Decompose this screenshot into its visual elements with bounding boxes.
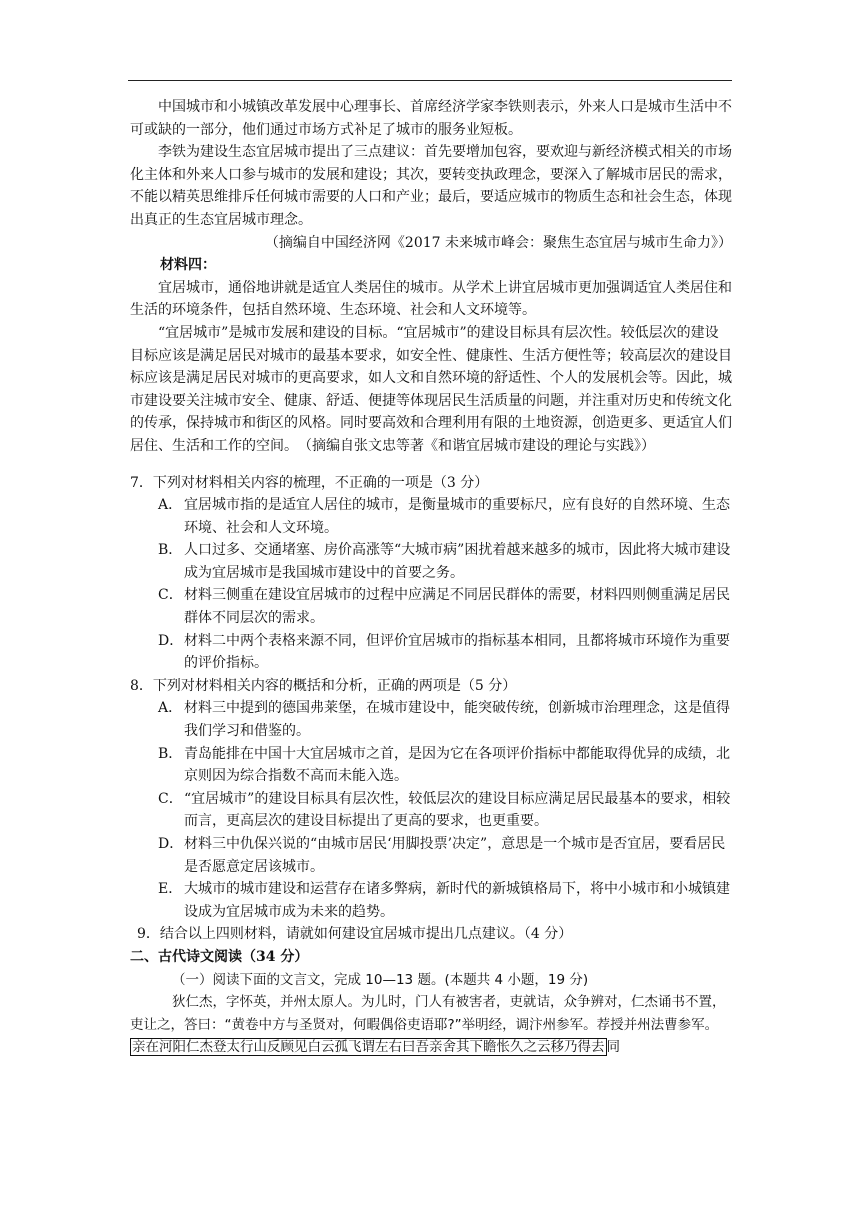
question-8-option-b	[130, 743, 732, 788]
question-7-option-b	[130, 539, 732, 584]
option-text: 材料三中仇保兴说的“由城市居民‘用脚投票’决定”，意思是一个城市是否宜居，要看居民是否愿意定居该城市。	[184, 836, 726, 875]
question-7-option-c	[130, 584, 732, 629]
option-key: B．	[158, 542, 183, 559]
header-rule	[128, 80, 732, 81]
option-text: 材料二中两个表格来源不同，但评价宜居城市的指标基本相同，且都将城市环境作为重要的评价指标。	[184, 632, 730, 672]
option-key: B．	[158, 745, 183, 762]
material-three-paragraph-2: 李铁为建设生态宜居城市提出了三点建议：首先要增加包容，要欢迎与新经济模式相关的市场化主体和外来人口参与城市的发展和建设；其次，要转变执政理念，要深入了解城市居民的需求，不能以精英思维排斥任何城市需要的人口和产业；最后，要适应城市的物质生态和社会生态，体现出真正的生态宜居城市理念。	[130, 144, 732, 228]
option-key: C．	[158, 790, 183, 807]
option-text: 材料三侧重在建设宜居城市的过程中应满足不同居民群体的需要，材料四则侧重满足居民群体不同层次的需求。	[184, 587, 730, 627]
question-8-option-d	[130, 833, 732, 878]
option-key: E．	[158, 881, 183, 898]
option-key: D．	[158, 632, 184, 649]
question-8	[130, 675, 732, 924]
question-7	[130, 472, 732, 675]
material-three-paragraph-1: 中国城市和小城镇改革发展中心理事长、首席经济学家李铁则表示，外来人口是城市生活中不可或缺的一部分，他们通过市场方式补足了城市的服务业短板。	[130, 99, 732, 138]
option-text: 材料三中提到的德国弗莱堡，在城市建设中，能突破传统，创新城市治理理念，这是值得我们学习和借鉴的。	[184, 700, 730, 740]
option-key: A．	[158, 700, 183, 717]
question-7-option-d	[130, 630, 732, 675]
question-9-stem: 9．结合以上四则材料，请就如何建设宜居城市提出几点建议。（4 分）	[137, 926, 573, 943]
material-four-paragraph-1: 宜居城市，通俗地讲就是适宜人类居住的城市。从学术上讲宜居城市更加强调适宜人类居住和生活的环境条件，包括自然环境、生态环境、社会和人文环境等。	[130, 279, 732, 319]
option-text: 青岛能排在中国十大宜居城市之首，是因为它在各项评价指标中都能取得优异的成绩，北京则因为综合指数不高而未能入选。	[184, 745, 730, 785]
option-text: 大城市的城市建设和运营存在诸多弊病，新时代的新城镇格局下，将中小城市和小城镇建设成为宜居城市成为未来的趋势。	[184, 881, 730, 920]
question-8-option-c	[130, 788, 732, 833]
option-text: 人口过多、交通堵塞、房价高涨等“大城市病”困扰着越来越多的城市，因此将大城市建设成为宜居城市是我国城市建设中的首要之务。	[184, 542, 731, 581]
question-8-option-e	[130, 878, 732, 923]
option-key: A．	[158, 497, 183, 514]
passage-tail: 同	[606, 1039, 620, 1056]
classical-passage	[130, 991, 732, 1059]
question-8-stem: 8．下列对材料相关内容的概括和分析，正确的两项是（5 分）	[130, 677, 517, 694]
section-two-heading: 二、古代诗文阅读（34 分）	[130, 948, 309, 965]
question-7-stem: 7．下列对材料相关内容的梳理，不正确的一项是（3 分）	[130, 474, 489, 491]
section-two-sub-heading: （一）阅读下面的文言文，完成 10—13 题。(本题共 4 小题，19 分)	[172, 971, 589, 988]
option-text: 宜居城市指的是适宜人居住的城市，是衡量城市的重要标尺，应有良好的自然环境、生态环境、社会和人文环境。	[184, 497, 730, 536]
option-text: “宜居城市”的建设目标具有层次性，较低层次的建设目标应满足居民最基本的要求，相较而言，更高层次的建设目标提出了更高的要求，也更重要。	[184, 790, 731, 830]
material-four-paragraph-2: “宜居城市”是城市发展和建设的目标。“宜居城市”的建设目标具有层次性。较低层次的建设目标应该是满足居民对城市的最基本要求，如安全性、健康性、生活方便性等；较高层次的建设目标应该是满足居民对城市的更高要求，如人文和自然环境的舒适性、个人的发展机会等。因此，城市建设要关注城市安全、健康、舒适、便捷等体现居民生活质量的问题，并注重对历史和传统文化的传承，保持城市和街区的风格。同时要高效和合理利用有限的土地资源，创造更多、更适宜人们居住、生活和工作的空间。 （摘编自张文忠等著《和谐宜居城市建设的理论与实践》）	[130, 324, 732, 454]
spacer	[130, 458, 732, 472]
question-7-option-a	[130, 494, 732, 539]
option-key: D．	[158, 836, 184, 852]
material-four-heading: 材料四：	[160, 257, 216, 274]
passage-start: 狄仁杰，字怀英，并州太原人。为儿时，门人有被害者，吏就诘，众争辨对，仁杰诵书不置，吏让之，答曰：“黄卷中方与圣贤对，何暇偶俗吏语耶?”举明经，调汴州参军。荐授并州法曹参军。	[130, 994, 726, 1033]
option-key: C．	[158, 587, 183, 604]
question-8-option-a	[130, 697, 732, 742]
document-body	[130, 96, 732, 1059]
framed-sentence-box: 亲在河阳仁杰登太行山反顾见白云孤飞谓左右曰吾亲舍其下瞻怅久之云移乃得去	[132, 1039, 605, 1056]
material-three-source: （摘编自中国经济网《2017 未来城市峰会：聚焦生态宜居与城市生命力》）	[264, 234, 732, 251]
